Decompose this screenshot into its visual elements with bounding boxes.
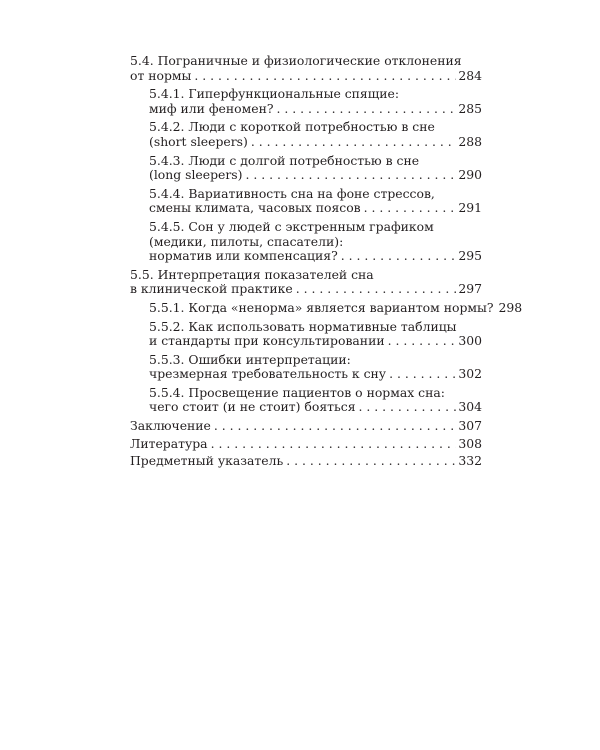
toc-page-number: 302 [458, 366, 482, 382]
dot-leader [364, 201, 457, 216]
toc-entry-last-line [149, 201, 482, 216]
toc-entry-title-line: 5.5.2. Как использовать нормативные таблицы [149, 318, 457, 334]
dot-leader [388, 334, 457, 349]
toc-entry-5-5[interactable] [130, 268, 482, 297]
toc-entry-title-line: 5.4. Пограничные и физиологические отклонения [130, 53, 462, 68]
toc-entry-5-4-2[interactable] [130, 120, 482, 149]
toc-entry-last-line [130, 454, 482, 469]
toc-entry-5-4-5[interactable] [130, 220, 482, 264]
toc-entry-last-line [149, 299, 523, 316]
toc-entry-5-4[interactable] [130, 54, 482, 83]
toc-entry-last-line [130, 69, 482, 84]
toc-entry-last-line [130, 437, 482, 452]
toc-page-number: 308 [458, 435, 482, 451]
toc-entry-title-end: 5.5.1. Когда «ненорма» является вариантом нормы? [149, 299, 494, 315]
toc-entry-last-line [149, 334, 482, 349]
toc-entry-last-line [149, 135, 482, 150]
toc-entry-title-line: 5.4.5. Сон у людей с экстренным графиком [149, 218, 434, 234]
toc-entry-5-5-1[interactable] [130, 299, 523, 316]
dot-leader [296, 282, 457, 297]
dot-leader [341, 249, 457, 264]
toc-entry-title-end: (short sleepers) [149, 133, 248, 149]
toc-entry-title-end: Заключение [130, 418, 211, 434]
table-of-contents [130, 53, 523, 472]
dot-leader [359, 400, 457, 415]
toc-entry-last-line [149, 168, 482, 183]
toc-entry-title-line: 5.4.3. Люди с долгой потребностью в сне [149, 152, 420, 168]
toc-page-number: 297 [458, 281, 482, 297]
toc-entry-title-end: смены климата, часовых поясов [149, 200, 361, 216]
toc-entry-title-line: 5.5.3. Ошибки интерпретации: [149, 351, 351, 367]
toc-entry-5-4-1[interactable] [130, 87, 482, 116]
toc-entry-title-end: (long sleepers) [149, 167, 243, 183]
toc-page-number: 295 [458, 248, 482, 264]
toc-entry-title-line: 5.4.1. Гиперфункциональные спящие: [149, 86, 400, 102]
toc-entry-5-5-3[interactable] [130, 353, 482, 382]
toc-entry-title-end: Литература [130, 435, 208, 451]
dot-leader [194, 69, 456, 84]
toc-entry-5-5-2[interactable] [130, 320, 482, 349]
toc-page-number: 285 [458, 100, 482, 116]
toc-entry-title-end: в клинической практике [130, 281, 293, 297]
dot-leader [214, 419, 456, 434]
toc-entry-title-end: от нормы [130, 67, 192, 83]
toc-entry-last-line [149, 249, 482, 264]
toc-entry-5-5-4[interactable] [130, 386, 482, 415]
toc-entry-title-end: чрезмерная требовательность к сну [149, 366, 387, 382]
toc-entry-title-line: 5.5. Интерпретация показателей сна [130, 266, 374, 282]
toc-page-number: 290 [458, 167, 482, 183]
toc-page-number: 300 [458, 333, 482, 349]
toc-entry-title-end: миф или феномен? [149, 100, 274, 116]
toc-entry-last-line [149, 102, 482, 117]
toc-page-number: 284 [458, 67, 482, 83]
dot-leader [251, 135, 457, 150]
toc-entry-title-end: Предметный указатель [130, 453, 284, 469]
toc-page-number: 304 [458, 399, 482, 415]
toc-page-number: 288 [458, 133, 482, 149]
toc-page-number: 291 [458, 200, 482, 216]
toc-entry-title-end: чего стоит (и не стоит) бояться [149, 399, 356, 415]
toc-page-number: 307 [458, 418, 482, 434]
toc-page-number: 332 [458, 453, 482, 469]
toc-entry-conclusion[interactable] [130, 419, 482, 434]
dot-leader [286, 454, 456, 469]
toc-entry-subject-index[interactable] [130, 454, 482, 469]
toc-entry-title-line: 5.5.4. Просвещение пациентов о нормах сна: [149, 384, 445, 400]
toc-entry-title-end: норматив или компенсация? [149, 248, 338, 264]
toc-entry-literature[interactable] [130, 437, 482, 452]
toc-entry-last-line [130, 282, 482, 297]
toc-entry-title-end: и стандарты при консультировании [149, 333, 385, 349]
toc-entry-last-line [130, 419, 482, 434]
dot-leader [276, 102, 456, 117]
dot-leader [245, 168, 456, 183]
dot-leader [211, 437, 457, 452]
toc-entry-title-line: 5.4.2. Люди с короткой потребностью в сне [149, 119, 435, 135]
toc-entry-5-4-4[interactable] [130, 187, 482, 216]
toc-entry-5-4-3[interactable] [130, 154, 482, 183]
toc-entry-title-line: (медики, пилоты, спасатели): [149, 233, 344, 249]
toc-entry-last-line [149, 367, 482, 382]
toc-page-number: 298 [498, 299, 523, 315]
toc-entry-title-line: 5.4.4. Вариативность сна на фоне стрессов, [149, 185, 435, 201]
toc-entry-last-line [149, 400, 482, 415]
dot-leader [389, 367, 456, 382]
